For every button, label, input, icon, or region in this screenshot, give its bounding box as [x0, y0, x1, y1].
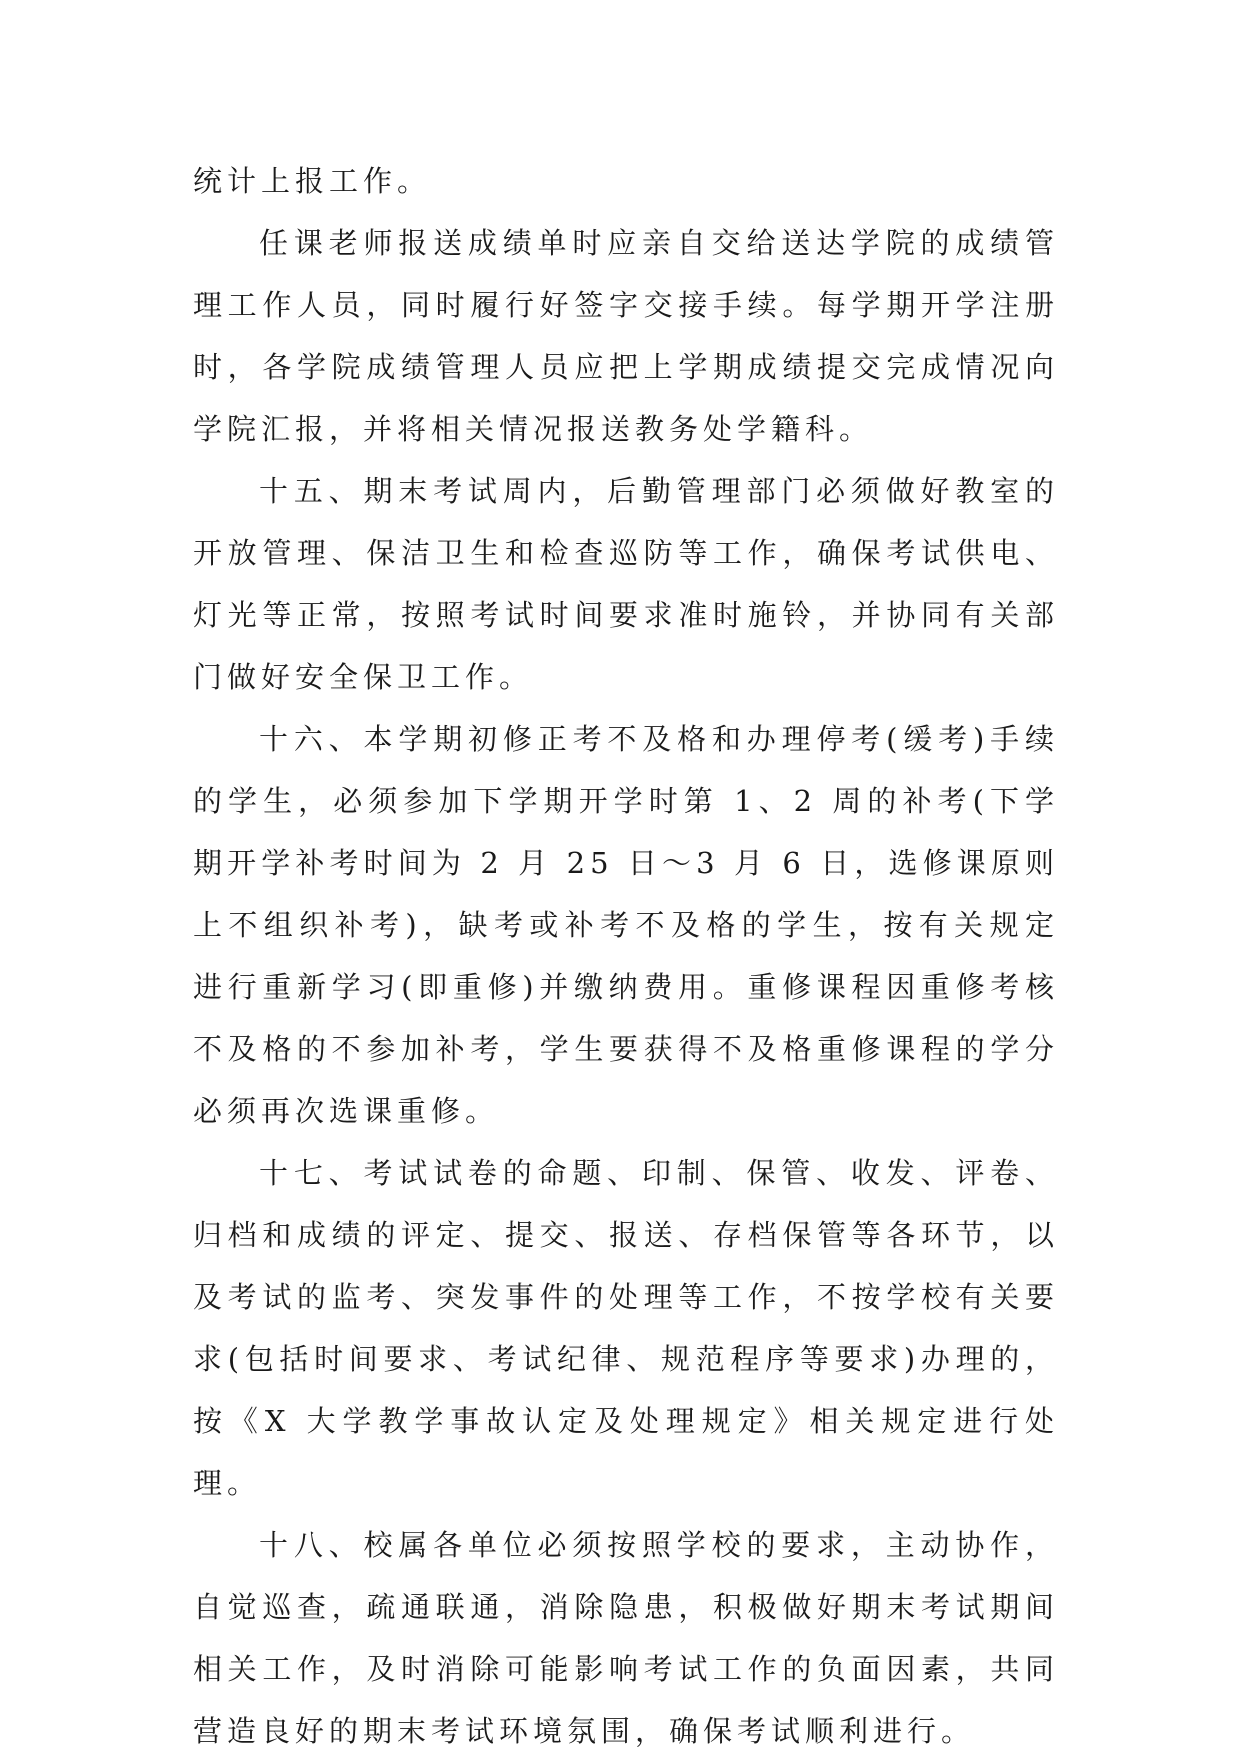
- paragraph-item-16: 十六、本学期初修正考不及格和办理停考(缓考)手续的学生，必须参加下学期开学时第 1、2 周的补考(下学期开学补考时间为 2 月 25 日～3 月 6 日，选修课原则上不组织补考)，缺考或补考不及格的学生，按有关规定进行重新学习(即重修)并缴纳费用。重修课程因重修考核不及格的不参加补考，学生要获得不及格重修课程的学分必须再次选课重修。: [193, 722, 1059, 1128]
- paragraph-item-18: 十八、校属各单位必须按照学校的要求，主动协作，自觉巡查，疏通联通，消除隐患，积极做好期末考试期间相关工作，及时消除可能影响考试工作的负面因素，共同营造良好的期末考试环境氛围，确保考试顺利进行。: [193, 1528, 1059, 1748]
- paragraph-continuation: 统计上报工作。: [193, 164, 432, 198]
- document-body: [193, 150, 1059, 1762]
- paragraph-item-17: 十七、考试试卷的命题、印制、保管、收发、评卷、归档和成绩的评定、提交、报送、存档保管等各环节，以及考试的监考、突发事件的处理等工作，不按学校有关要求(包括时间要求、考试纪律、规范程序等要求)办理的，按《X 大学教学事故认定及处理规定》相关规定进行处理。: [193, 1156, 1059, 1500]
- paragraph-grade-submission: 任课老师报送成绩单时应亲自交给送达学院的成绩管理工作人员，同时履行好签字交接手续。每学期开学注册时，各学院成绩管理人员应把上学期成绩提交完成情况向学院汇报，并将相关情况报送教务处学籍科。: [193, 226, 1059, 446]
- paragraph-item-15: 十五、期末考试周内，后勤管理部门必须做好教室的开放管理、保洁卫生和检查巡防等工作，确保考试供电、灯光等正常，按照考试时间要求准时施铃，并协同有关部门做好安全保卫工作。: [193, 474, 1059, 694]
